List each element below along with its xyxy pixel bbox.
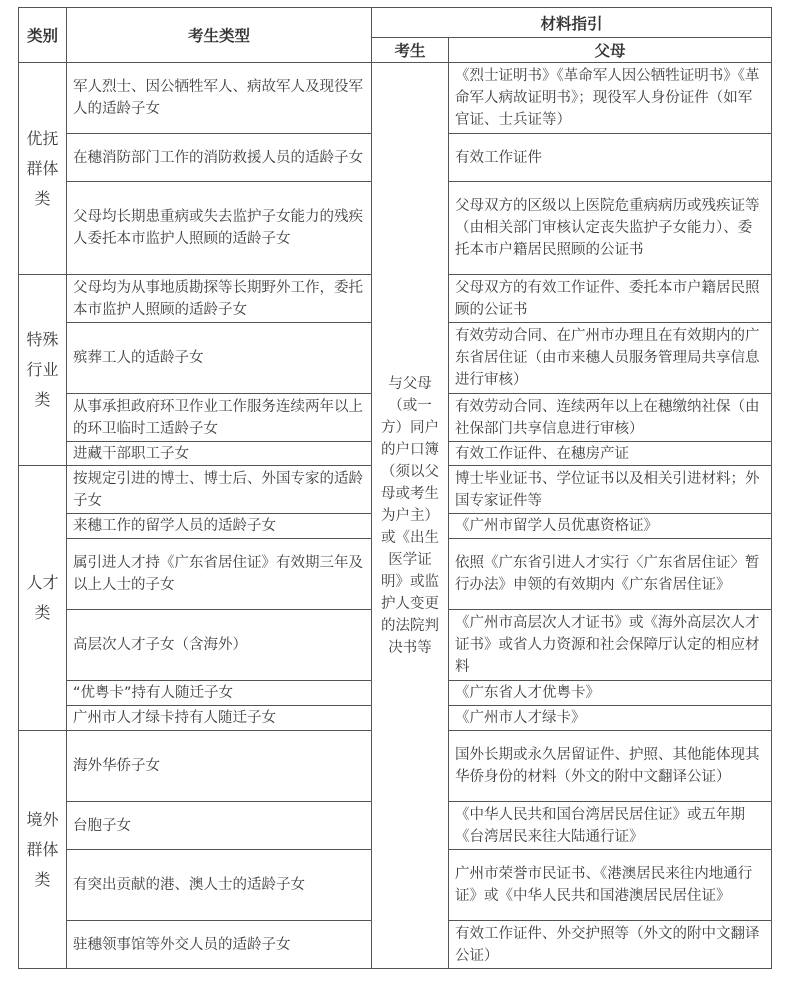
parent-material-cell: 《广东省人才优粤卡》 — [449, 681, 772, 706]
parent-material-cell: 有效劳动合同、连续两年以上在穗缴纳社保（由社保部门共享信息进行审核） — [449, 394, 772, 442]
header-student-type: 考生类型 — [67, 8, 372, 63]
parent-material-cell: 父母双方的区级以上医院危重病病历或残疾证等（由相关部门审核认定丧失监护子女能力）、委托本市户籍居民照顾的公证书 — [449, 182, 772, 275]
parent-material-cell: 有效劳动合同、在广州市办理且在有效期内的广东省居住证（由市来穗人员服务管理局共享信息进行审核） — [449, 323, 772, 394]
category-cell: 特殊行业类 — [19, 275, 67, 466]
header-student: 考生 — [372, 38, 449, 63]
category-cell: 优抚群体类 — [19, 63, 67, 275]
student-type-cell: 驻穗领事馆等外交人员的适龄子女 — [67, 921, 372, 969]
header-materials: 材料指引 — [372, 8, 772, 38]
student-type-cell: 台胞子女 — [67, 802, 372, 850]
student-type-cell: 有突出贡献的港、澳人士的适龄子女 — [67, 850, 372, 921]
student-type-cell: 从事承担政府环卫作业工作服务连续两年以上的环卫临时工适龄子女 — [67, 394, 372, 442]
student-type-cell: 进藏干部职工子女 — [67, 442, 372, 466]
parent-material-cell: 《中华人民共和国台湾居民居住证》或五年期《台湾居民来往大陆通行证》 — [449, 802, 772, 850]
student-type-cell: “优粤卡”持有人随迁子女 — [67, 681, 372, 706]
parent-material-cell: 有效工作证件 — [449, 134, 772, 182]
parent-material-cell: 《广州市人才绿卡》 — [449, 706, 772, 731]
student-type-cell: 海外华侨子女 — [67, 731, 372, 802]
student-type-cell: 在穗消防部门工作的消防救援人员的适龄子女 — [67, 134, 372, 182]
category-cell: 人才类 — [19, 466, 67, 731]
parent-material-cell: 有效工作证件、外交护照等（外文的附中文翻译公证） — [449, 921, 772, 969]
materials-table — [18, 7, 772, 969]
parent-material-cell: 博士毕业证书、学位证书以及相关引进材料；外国专家证件等 — [449, 466, 772, 514]
category-cell: 境外群体类 — [19, 731, 67, 969]
student-type-cell: 来穗工作的留学人员的适龄子女 — [67, 514, 372, 539]
student-type-cell: 按规定引进的博士、博士后、外国专家的适龄子女 — [67, 466, 372, 514]
table-row — [19, 63, 772, 134]
parent-material-cell: 依照《广东省引进人才实行〈广东省居住证〉暂行办法》申领的有效期内《广东省居住证》 — [449, 539, 772, 610]
header-category: 类别 — [19, 8, 67, 63]
header-row — [19, 8, 772, 38]
student-material-cell: 与父母（或一方）同户的户口簿（须以父母或考生为户主）或《出生医学证明》或监护人变更的法院判决书等 — [372, 63, 449, 969]
student-type-cell: 军人烈士、因公牺牲军人、病故军人及现役军人的适龄子女 — [67, 63, 372, 134]
parent-material-cell: 《广州市高层次人才证书》或《海外高层次人才证书》或省人力资源和社会保障厅认定的相应材料 — [449, 610, 772, 681]
header-parents: 父母 — [449, 38, 772, 63]
parent-material-cell: 国外长期或永久居留证件、护照、其他能体现其华侨身份的材料（外文的附中文翻译公证） — [449, 731, 772, 802]
document — [18, 7, 771, 969]
student-type-cell: 父母均为从事地质勘探等长期野外工作，委托本市监护人照顾的适龄子女 — [67, 275, 372, 323]
parent-material-cell: 广州市荣誉市民证书、《港澳居民来往内地通行证》或《中华人民共和国港澳居民居住证》 — [449, 850, 772, 921]
student-type-cell: 父母均长期患重病或失去监护子女能力的残疾人委托本市监护人照顾的适龄子女 — [67, 182, 372, 275]
parent-material-cell: 《烈士证明书》《革命军人因公牺牲证明书》《革命军人病故证明书》；现役军人身份证件（如军官证、士兵证等） — [449, 63, 772, 134]
student-type-cell: 广州市人才绿卡持有人随迁子女 — [67, 706, 372, 731]
student-type-cell: 高层次人才子女（含海外） — [67, 610, 372, 681]
parent-material-cell: 有效工作证件、在穗房产证 — [449, 442, 772, 466]
parent-material-cell: 《广州市留学人员优惠资格证》 — [449, 514, 772, 539]
parent-material-cell: 父母双方的有效工作证件、委托本市户籍居民照顾的公证书 — [449, 275, 772, 323]
student-type-cell: 属引进人才持《广东省居住证》有效期三年及以上人士的子女 — [67, 539, 372, 610]
student-type-cell: 殡葬工人的适龄子女 — [67, 323, 372, 394]
